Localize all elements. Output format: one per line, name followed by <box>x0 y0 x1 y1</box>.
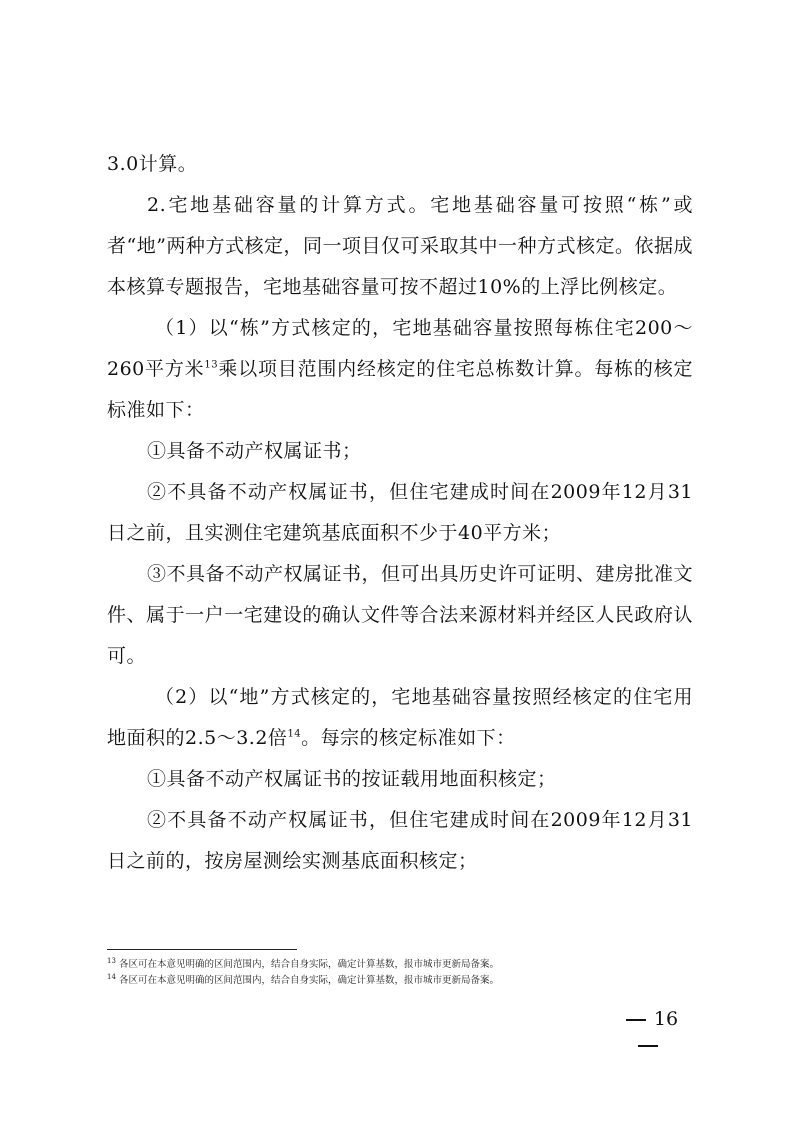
paragraph-calculation-method: 2.宅地基础容量的计算方式。宅地基础容量可按照“栋”或者“地”两种方式核定，同一项目仅可采取其中一种方式核定。依据成本核算专题报告，宅地基础容量可按不超过10%的上浮比例核定。 <box>107 194 693 298</box>
footnote-text: 各区可在本意见明确的区间范围内，结合自身实际，确定计算基数，报市城市更新局备案。 <box>118 959 499 970</box>
paragraph-by-building <box>107 308 693 431</box>
text-segment: （2）以“地”方式核定的，宅地基础容量按照经核定的住宅用地面积的2.5～3.2倍 <box>107 686 693 749</box>
list-item-land-2: ②不具备不动产权属证书，但住宅建成时间在2009年12月31日之前的，按房屋测绘实测基底面积核定； <box>107 809 693 872</box>
list-item-3: ③不具备不动产权属证书，但可出具历史许可证明、建房批准文件、属于一户一宅建设的确认文件等合法来源材料并经区人民政府认可。 <box>107 563 694 667</box>
paragraph-by-land <box>107 677 693 759</box>
list-item-land-1: ①具备不动产权属证书的按证载用地面积核定； <box>147 768 557 790</box>
body-text <box>107 144 693 882</box>
text-segment: 。每宗的核定标准如下： <box>301 727 516 749</box>
dash-left <box>626 1019 646 1021</box>
footnote-14 <box>107 973 697 989</box>
footnote-number: 14 <box>107 972 116 981</box>
footnote-text: 各区可在本意见明确的区间范围内，结合自身实际，确定计算基数，报市城市更新局备案。 <box>118 975 499 986</box>
dash-right <box>638 1045 658 1047</box>
list-item-2: ②不具备不动产权属证书，但住宅建成时间在2009年12月31日之前，且实测住宅建筑基底面积不少于40平方米； <box>107 481 693 544</box>
page-number <box>608 1006 688 1032</box>
footnote-13 <box>107 957 697 973</box>
footnotes <box>107 957 697 989</box>
footnote-divider <box>107 949 297 950</box>
page-number-value: 16 <box>653 1008 679 1030</box>
footnote-ref-14: 14 <box>287 728 302 740</box>
footnote-number: 13 <box>107 956 116 965</box>
footnote-ref-13: 13 <box>204 359 219 371</box>
text-segment: （1）以“栋”方式核定的，宅地基础容量按照每栋住宅200～260平方米 <box>107 317 693 380</box>
text-segment: 乘以项目范围内经核定的住宅总栋数计算。每栋的核定标准如下： <box>107 358 693 421</box>
list-item-1: ①具备不动产权属证书； <box>147 440 362 462</box>
paragraph-continuation: 3.0计算。 <box>107 153 198 175</box>
